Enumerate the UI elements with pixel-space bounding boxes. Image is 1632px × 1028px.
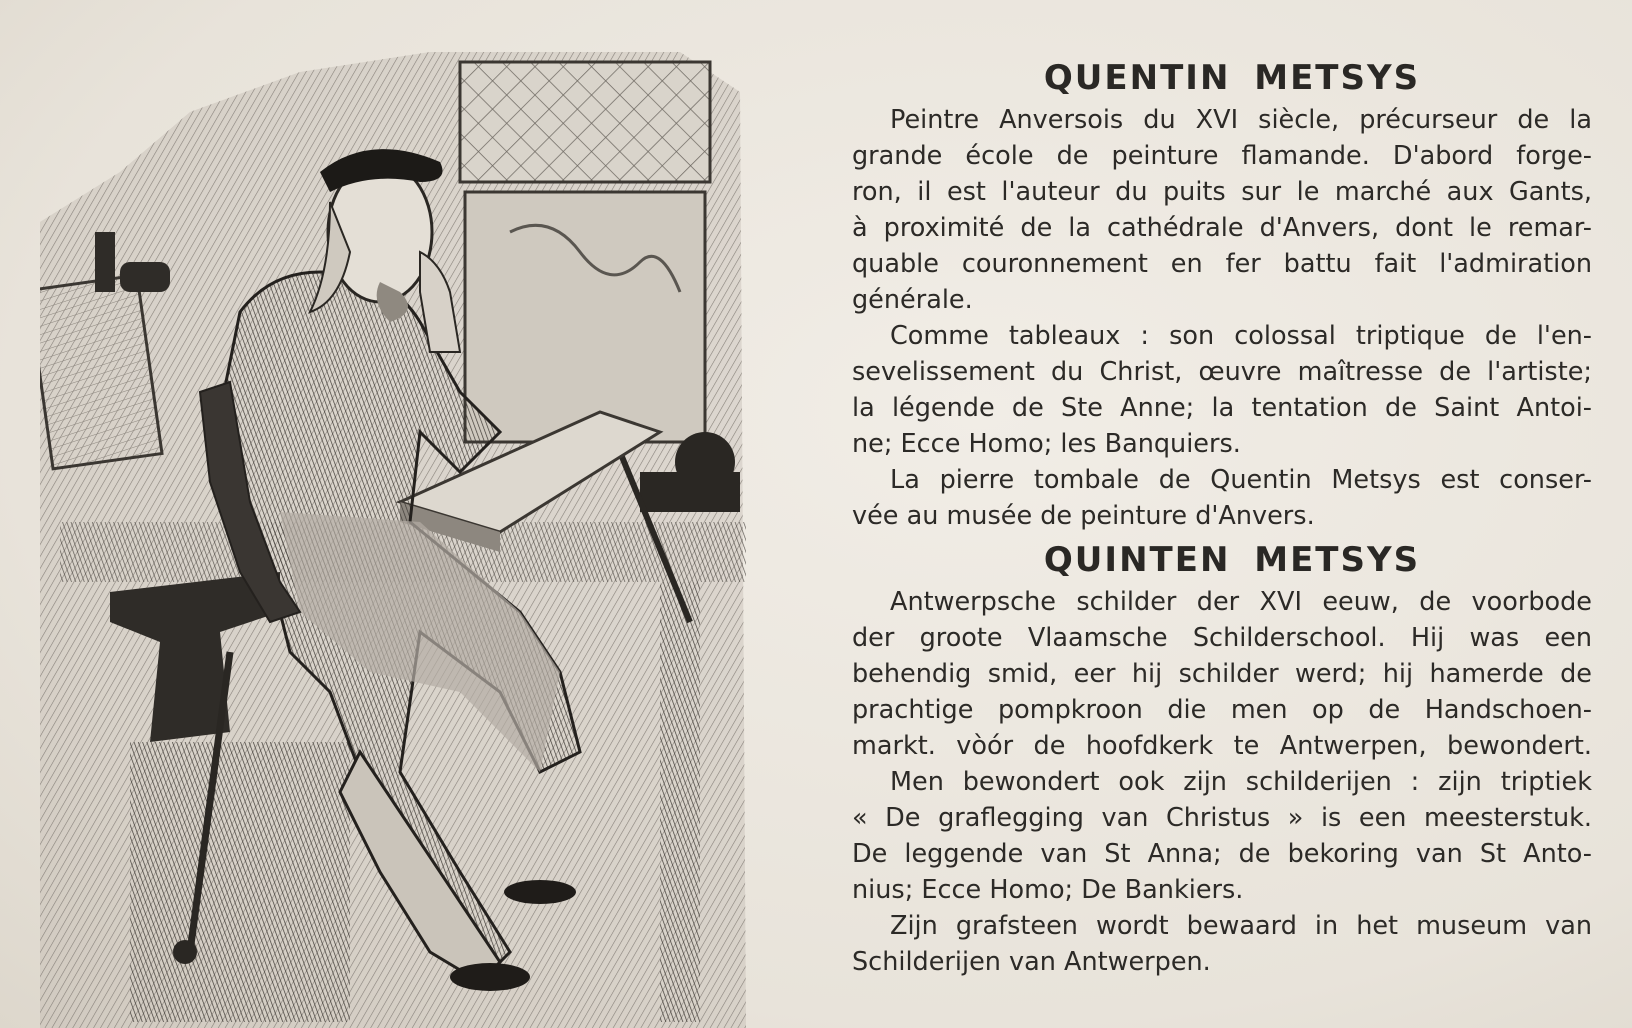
- engraving-artwork: [40, 52, 780, 1028]
- engraving-illustration: [40, 52, 780, 1028]
- text-line: ron, il est l'auteur du puits sur le marché aux Gants,: [852, 177, 1592, 207]
- text-line: « De graflegging van Christus » is een meesterstuk.: [852, 803, 1592, 833]
- text-column: [852, 58, 1592, 980]
- heading-dutch: QUINTEN METSYS: [1043, 540, 1421, 580]
- text-line: Antwerpsche schilder der XVI eeuw, de voorbode: [890, 587, 1592, 617]
- heading-french: QUENTIN METSYS: [1043, 58, 1421, 98]
- text-line: behendig smid, eer hij schilder werd; hij hamerde de: [852, 659, 1592, 689]
- text-line: générale.: [852, 285, 973, 315]
- text-line: quable couronnement en fer battu fait l'admiration: [852, 249, 1592, 279]
- text-line: Zijn grafsteen wordt bewaard in het museum van: [890, 911, 1592, 941]
- text-line: Comme tableaux : son colossal triptique de l'en-: [890, 321, 1592, 351]
- paragraph-french-1: [852, 102, 1592, 318]
- text-line: La pierre tombale de Quentin Metsys est conser-: [890, 465, 1592, 495]
- paragraph-french-2: [852, 318, 1592, 462]
- text-line: ne; Ecce Homo; les Banquiers.: [852, 429, 1241, 459]
- text-line: grande école de peinture flamande. D'abord forge-: [852, 141, 1592, 171]
- text-line: der groote Vlaamsche Schilderschool. Hij was een: [852, 623, 1592, 653]
- text-line: Peintre Anversois du XVI siècle, précurseur de la: [890, 105, 1592, 135]
- text-line: nius; Ecce Homo; De Bankiers.: [852, 875, 1244, 905]
- text-line: sevelissement du Christ, œuvre maîtresse de l'artiste;: [852, 357, 1592, 387]
- paragraph-dutch-1: [852, 584, 1592, 764]
- text-line: Schilderijen van Antwerpen.: [852, 947, 1211, 977]
- paragraph-dutch-3: [852, 908, 1592, 980]
- paragraph-french-3: [852, 462, 1592, 534]
- paragraph-dutch-2: [852, 764, 1592, 908]
- text-line: Men bewondert ook zijn schilderijen : zijn triptiek: [890, 767, 1592, 797]
- text-line: De leggende van St Anna; de bekoring van St Anto-: [852, 839, 1592, 869]
- text-line: la légende de Ste Anne; la tentation de Saint Antoi-: [852, 393, 1592, 423]
- text-line: prachtige pompkroon die men op de Handschoen-: [852, 695, 1592, 725]
- text-line: à proximité de la cathédrale d'Anvers, dont le remar-: [852, 213, 1592, 243]
- text-line: vée au musée de peinture d'Anvers.: [852, 501, 1315, 531]
- text-line: markt. vòór de hoofdkerk te Antwerpen, bewondert.: [852, 731, 1592, 761]
